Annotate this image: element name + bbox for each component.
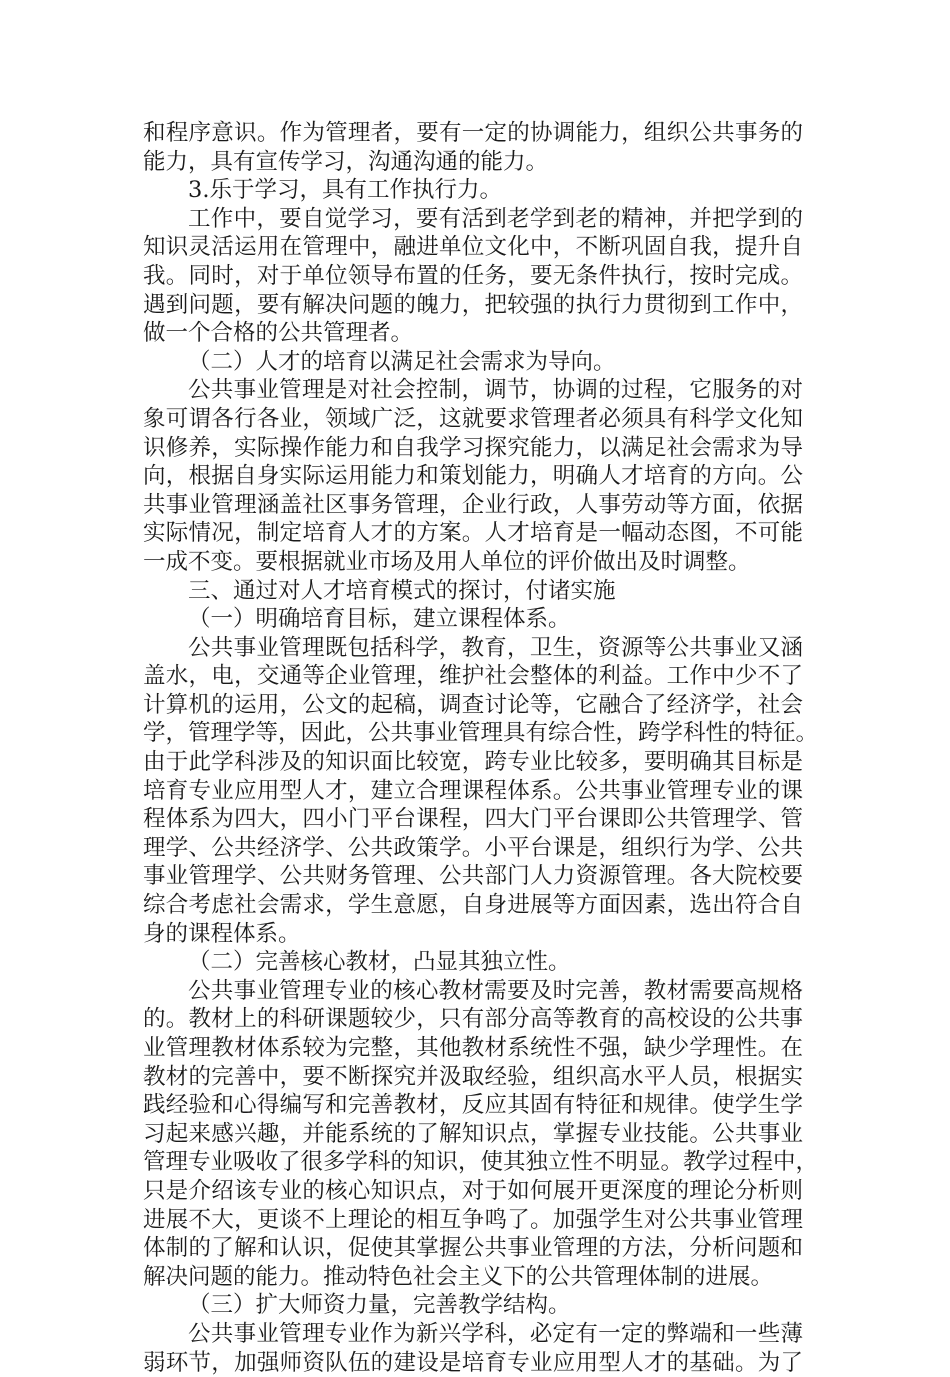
text-line: 由于此学科涉及的知识面比较宽，跨专业比较多，要明确其目标是 <box>143 749 803 776</box>
text-line: 3.乐于学习，具有工作执行力。 <box>188 177 502 204</box>
text-line: 做一个合格的公共管理者。 <box>143 320 414 347</box>
text-line: 程体系为四大，四小门平台课程，四大门平台课即公共管理学、管 <box>143 806 803 833</box>
text-line: 业管理教材体系较为完整，其他教材系统性不强，缺少学理性。在 <box>143 1035 803 1061</box>
text-line: 计算机的运用，公文的起稿，调查讨论等，它融合了经济学，社会 <box>143 691 803 718</box>
text-line: 的。教材上的科研课题较少，只有部分高等教育的高校设的公共事 <box>143 1006 803 1033</box>
text-line: 共事业管理涵盖社区事务管理，企业行政，人事劳动等方面，依据 <box>143 491 803 518</box>
text-line: 能力，具有宣传学习，沟通沟通的能力。 <box>143 148 549 175</box>
text-line: 象可谓各行各业，领域广泛，这就要求管理者必须具有科学文化知 <box>143 405 803 432</box>
text-line: 身的课程体系。 <box>143 920 301 947</box>
text-line: 践经验和心得编写和完善教材，反应其固有特征和规律。使学生学 <box>143 1092 803 1119</box>
text-line: （三）扩大师资力量，完善教学结构。 <box>188 1292 571 1319</box>
text-line: 遇到问题，要有解决问题的魄力，把较强的执行力贯彻到工作中， <box>143 291 803 318</box>
text-line: 我。同时，对于单位领导布置的任务，要无条件执行，按时完成。 <box>143 262 803 289</box>
text-line: 知识灵活运用在管理中，融进单位文化中，不断巩固自我，提升自 <box>143 234 803 261</box>
text-line: 综合考虑社会需求，学生意愿，自身进展等方面因素，选出符合自 <box>143 892 803 919</box>
text-line: 三、通过对人才培育模式的探讨，付诸实施 <box>188 577 616 604</box>
text-line: 公共事业管理是对社会控制，调节，协调的过程，它服务的对 <box>188 377 803 404</box>
text-line: 培育专业应用型人才，建立合理课程体系。公共事业管理专业的课 <box>143 777 803 804</box>
text-line: （一）明确培育目标，建立课程体系。 <box>188 606 571 633</box>
text-line: （二）人才的培育以满足社会需求为导向。 <box>188 348 616 375</box>
text-line: 事业管理学、公共财务管理、公共部门人力资源管理。各大院校要 <box>143 863 803 890</box>
text-line: 教材的完善中，要不断探究并汲取经验，组织高水平人员，根据实 <box>143 1063 803 1090</box>
text-line: 公共事业管理专业作为新兴学科，必定有一定的弊端和一些薄 <box>188 1320 803 1347</box>
text-line: 弱环节，加强师资队伍的建设是培育专业应用型人才的基础。为了 <box>143 1349 803 1376</box>
text-line: （二）完善核心教材，凸显其独立性。 <box>188 949 571 976</box>
text-line: 公共事业管理专业的核心教材需要及时完善，教材需要高规格 <box>188 977 803 1004</box>
text-line: 学，管理学等，因此，公共事业管理具有综合性，跨学科性的特征。 <box>143 720 819 747</box>
text-line: 体制的了解和认识，促使其掌握公共事业管理的方法，分析问题和 <box>143 1235 803 1262</box>
document-body <box>143 119 819 1377</box>
text-line: 向，根据自身实际运用能力和策划能力，明确人才培育的方向。公 <box>143 463 803 490</box>
text-line: 进展不大，更谈不上理论的相互争鸣了。加强学生对公共事业管理 <box>143 1206 803 1233</box>
text-line: 解决问题的能力。推动特色社会主义下的公共管理体制的进展。 <box>143 1263 774 1290</box>
text-line: 理学、公共经济学、公共政策学。小平台课是，组织行为学、公共 <box>143 834 803 861</box>
text-line: 识修养，实际操作能力和自我学习探究能力，以满足社会需求为导 <box>143 434 803 461</box>
text-line: 实际情况，制定培育人才的方案。人才培育是一幅动态图，不可能 <box>143 520 803 547</box>
text-line: 和程序意识。作为管理者，要有一定的协调能力，组织公共事务的 <box>143 120 803 146</box>
text-line: 公共事业管理既包括科学，教育，卫生，资源等公共事业又涵 <box>188 634 803 661</box>
text-line: 盖水，电，交通等企业管理，维护社会整体的利益。工作中少不了 <box>143 663 803 690</box>
text-line: 工作中，要自觉学习，要有活到老学到老的精神，并把学到的 <box>188 205 803 232</box>
text-line: 习起来感兴趣，并能系统的了解知识点，掌握专业技能。公共事业 <box>143 1120 803 1147</box>
text-line: 只是介绍该专业的核心知识点，对于如何展开更深度的理论分析则 <box>143 1177 803 1204</box>
text-line: 一成不变。要根据就业市场及用人单位的评价做出及时调整。 <box>143 548 751 575</box>
text-line: 管理专业吸收了很多学科的知识，使其独立性不明显。教学过程中， <box>143 1149 819 1176</box>
